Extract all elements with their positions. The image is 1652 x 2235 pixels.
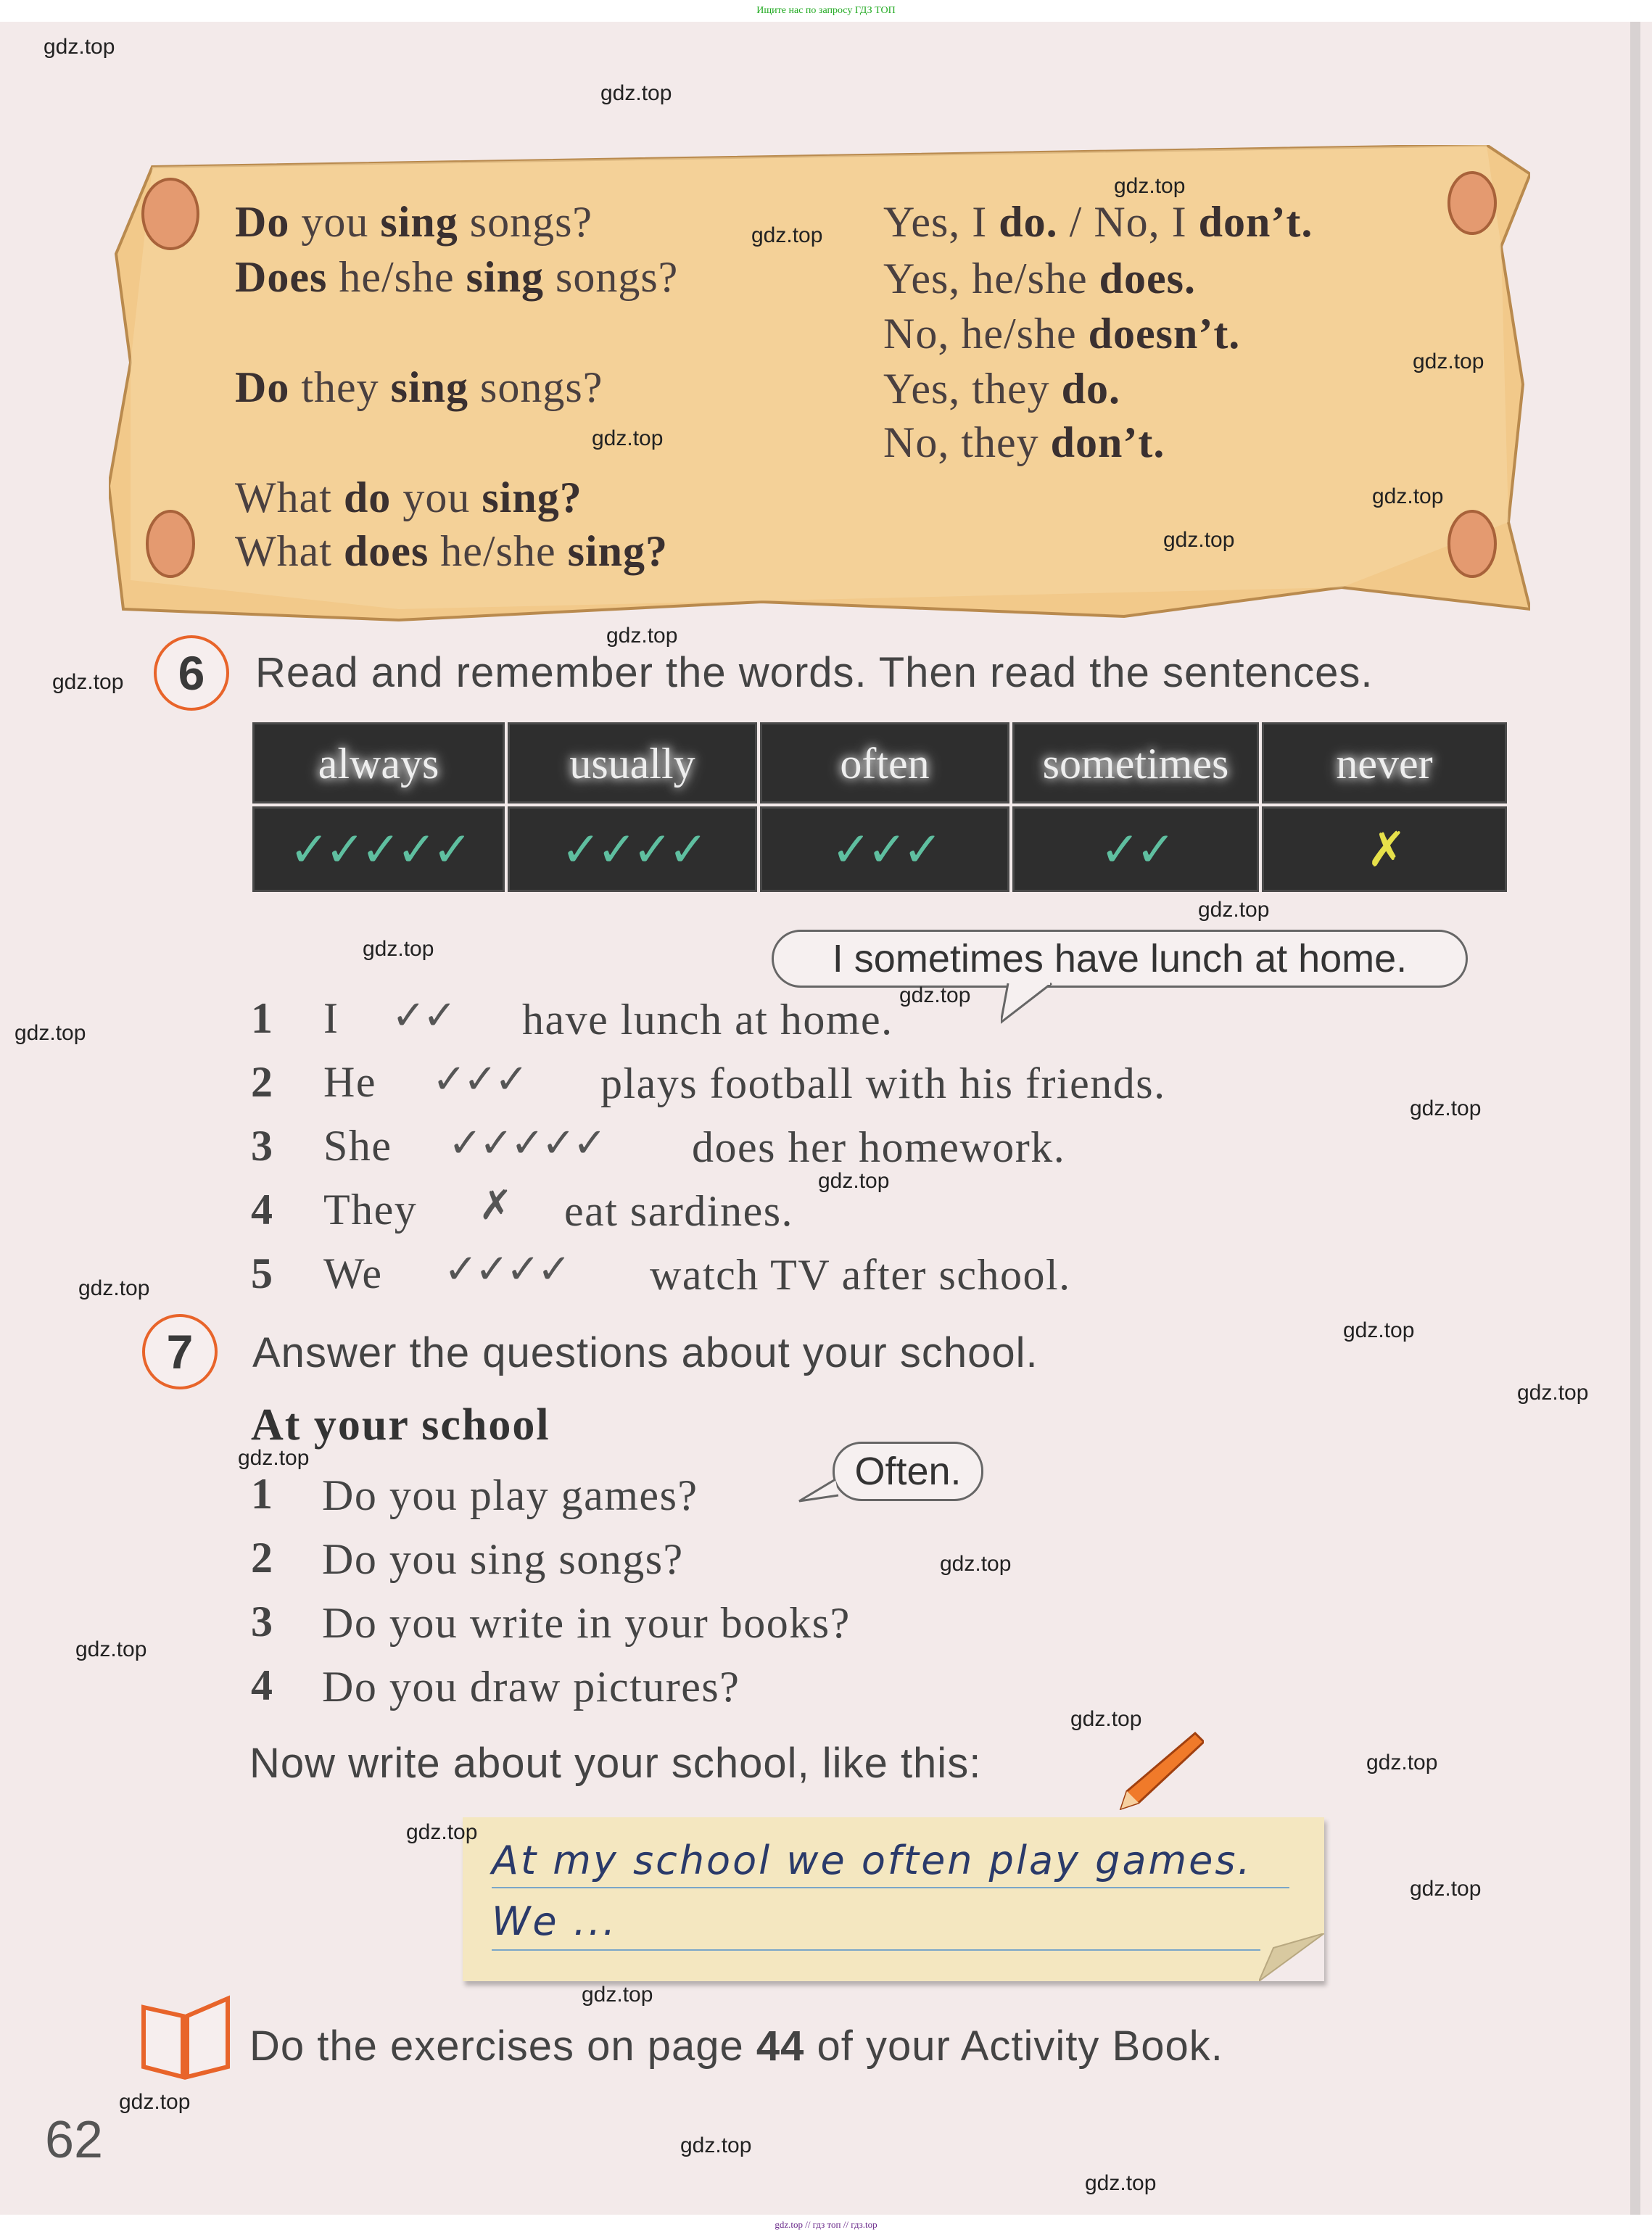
question-1-text: Do you play games? [322, 1471, 698, 1519]
exercise-7-badge: 7 [142, 1314, 218, 1389]
watermark: gdz.top [606, 624, 678, 648]
grammar-a-4: Yes, they do. [883, 365, 1120, 413]
sentence-3-ticks: ✓✓✓✓✓ [448, 1120, 604, 1167]
watermark: gdz.top [406, 1820, 478, 1844]
frequency-table [252, 722, 1507, 892]
watermark: gdz.top [1070, 1707, 1142, 1731]
watermark: gdz.top [238, 1446, 310, 1470]
sentence-5: 5 [251, 1249, 274, 1297]
watermark: gdz.top [818, 1169, 890, 1193]
cross-mark-never: ✗ [1366, 824, 1403, 877]
question-4: 4 [251, 1661, 274, 1709]
watermark: gdz.top [582, 1983, 653, 2007]
exercise-7-title: Answer the questions about your school. [252, 1329, 1038, 1376]
sentence-2: 2 [251, 1058, 274, 1106]
grammar-a-5: No, they don’t. [883, 418, 1165, 466]
speech-bubble-tail [1001, 982, 1059, 1025]
exercise-6-badge: 6 [154, 635, 229, 711]
check-marks-often: ✓✓✓ [831, 824, 938, 877]
folded-corner [1259, 1933, 1324, 1981]
watermark: gdz.top [899, 983, 971, 1007]
word-often: often [840, 740, 930, 788]
watermark: gdz.top [940, 1552, 1012, 1576]
page-number: 62 [45, 2111, 104, 2169]
word-always: always [318, 740, 439, 788]
sentence-1-text: have lunch at home. [522, 996, 893, 1044]
section-subtitle: At your school [251, 1400, 550, 1450]
sentence-1-subject: I [323, 994, 339, 1042]
sentence-2-text: plays football with his friends. [600, 1059, 1166, 1107]
grammar-a-2: Yes, he/she does. [883, 255, 1196, 302]
word-never: never [1336, 740, 1433, 788]
sentence-5-ticks: ✓✓✓✓ [444, 1246, 569, 1293]
watermark: gdz.top [15, 1021, 86, 1045]
write-prompt: Now write about your school, like this: [249, 1740, 982, 1787]
sentence-4-ticks: ✗ [479, 1182, 510, 1229]
watermark: gdz.top [44, 35, 115, 59]
watermark: gdz.top [1517, 1381, 1589, 1405]
watermark: gdz.top [1163, 528, 1235, 552]
sentence-4-text: eat sardines. [564, 1187, 794, 1235]
watermark: gdz.top [1085, 2171, 1157, 2195]
question-3: 3 [251, 1598, 274, 1645]
answer-bubble-tail [798, 1476, 841, 1505]
watermark: gdz.top [1343, 1318, 1415, 1342]
watermark: gdz.top [52, 670, 124, 694]
sentence-3-text: does her homework. [692, 1123, 1066, 1171]
exercise-6-title: Read and remember the words. Then read the sentences. [255, 649, 1374, 696]
sentence-4: 4 [251, 1186, 274, 1234]
grammar-q-7: What does he/she sing? [235, 527, 668, 575]
grammar-a-1: Yes, I do. / No, I don’t. [883, 198, 1313, 246]
question-1: 1 [251, 1470, 274, 1518]
grammar-a-3: No, he/she doesn’t. [883, 310, 1241, 358]
question-2-text: Do you sing songs? [322, 1535, 684, 1583]
sentence-1-ticks: ✓✓ [392, 992, 454, 1039]
word-sometimes: sometimes [1042, 740, 1229, 788]
grammar-q-2: Does he/she sing songs? [235, 253, 679, 301]
sentence-5-subject: We [323, 1249, 383, 1297]
watermark: gdz.top [1410, 1877, 1482, 1901]
watermark: gdz.top [119, 2090, 191, 2114]
bottom-banner: gdz.top // гдз топ // гдз.top [0, 2215, 1652, 2235]
question-3-text: Do you write in your books? [322, 1599, 851, 1647]
watermark: gdz.top [1413, 350, 1484, 373]
sentence-1: 1 [251, 994, 274, 1042]
grammar-q-6: What do you sing? [235, 474, 582, 521]
watermark: gdz.top [592, 426, 664, 450]
watermark: gdz.top [1198, 898, 1270, 922]
watermark: gdz.top [78, 1276, 150, 1300]
grammar-q-4: Do they sing songs? [235, 363, 603, 411]
check-marks-always: ✓✓✓✓✓ [289, 824, 468, 877]
speech-bubble-example: I sometimes have lunch at home. [772, 930, 1468, 988]
sentence-3-subject: She [323, 1122, 392, 1170]
note-line-1: At my school we often play games. [492, 1838, 1252, 1883]
watermark: gdz.top [1366, 1751, 1438, 1775]
watermark: gdz.top [1372, 484, 1444, 508]
sentence-2-ticks: ✓✓✓ [432, 1056, 526, 1103]
watermark: gdz.top [680, 2133, 752, 2157]
check-marks-usually: ✓✓✓✓ [561, 824, 704, 877]
word-usually: usually [569, 740, 695, 788]
question-4-text: Do you draw pictures? [322, 1663, 740, 1711]
watermark: gdz.top [1410, 1096, 1482, 1120]
grammar-q-1: Do you sing songs? [235, 198, 593, 246]
sentence-2-subject: He [323, 1058, 376, 1106]
sentence-4-subject: They [323, 1186, 418, 1234]
sentence-5-text: watch TV after school. [650, 1251, 1071, 1299]
watermark: gdz.top [600, 81, 672, 105]
answer-bubble: Often. [833, 1442, 983, 1501]
pencil-icon [1117, 1730, 1204, 1810]
watermark: gdz.top [363, 937, 434, 961]
watermark: gdz.top [751, 223, 823, 247]
question-2: 2 [251, 1534, 274, 1582]
sentence-3: 3 [251, 1122, 274, 1170]
watermark: gdz.top [1114, 174, 1186, 198]
activity-book-instruction: Do the exercises on page 44 of your Activity Book. [249, 2023, 1223, 2070]
book-icon [139, 1994, 232, 2081]
top-banner: Ищите нас по запросу ГДЗ ТОП [0, 0, 1652, 22]
watermark: gdz.top [75, 1637, 147, 1661]
check-marks-sometimes: ✓✓ [1099, 824, 1172, 877]
note-line-2: We ... [492, 1899, 618, 1944]
example-note-card [463, 1817, 1324, 1981]
